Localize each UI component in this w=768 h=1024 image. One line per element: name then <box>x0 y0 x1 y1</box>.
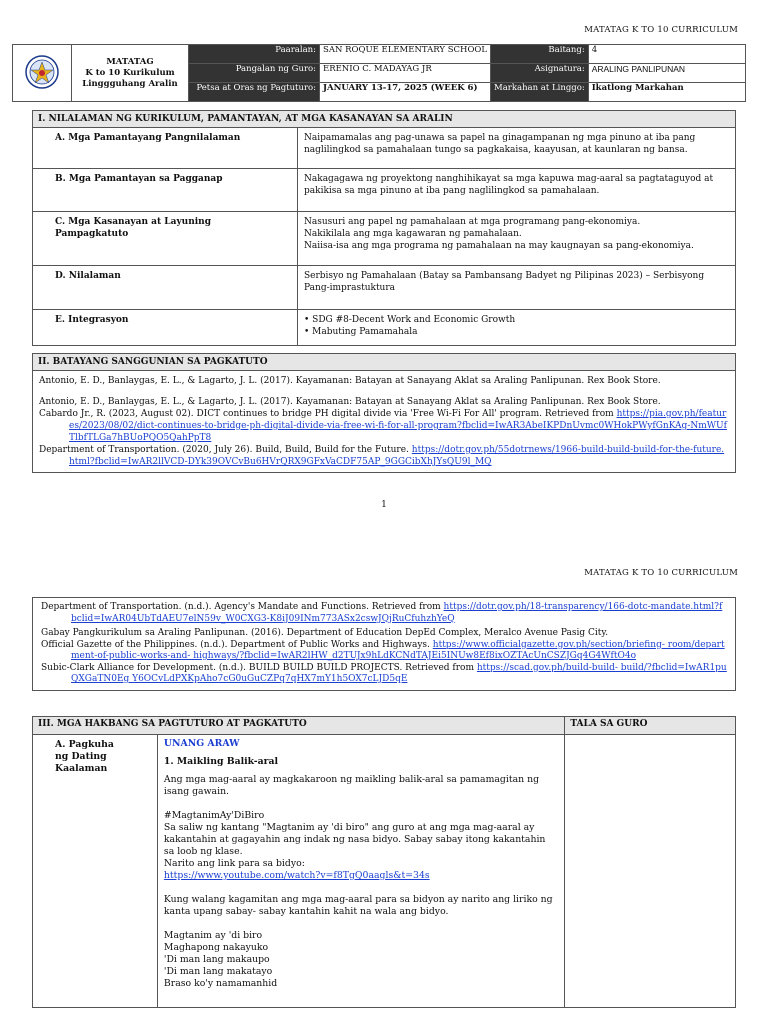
date-label: Petsa at Oras ng Pagtuturo: <box>189 82 320 101</box>
integration-item: • Mabuting Pamamahala <box>304 327 418 337</box>
reference-text: Subic-Clark Alliance for Development. (n.d.). BUILD BUILD BUILD PROJECTS. Retrieved from <box>41 662 475 673</box>
row-label-c-text: C. Mga Kasanayan at Layuning Pampagkatuto <box>55 217 212 239</box>
step-label <box>33 735 158 1008</box>
row-label-c <box>33 212 298 266</box>
lyric-line: Maghapong nakayuko <box>163 942 269 953</box>
curriculum-content-table <box>32 110 736 346</box>
reference-item: Gabay Pangkurikulum sa Araling Panlipunan. (2016). Department of Education DepEd Complex, Meralco Avenue Pasig City. <box>41 628 609 638</box>
step-content <box>157 735 564 1008</box>
section1-title: I. NILALAMAN NG KURIKULUM, PAMANTAYAN, AT MGA KASANAYAN SA ARALIN <box>33 111 736 128</box>
activity-instructions: Sa saliw ng kantang "Magtanim ay 'di biro" ang guro at ang mga mag-aaral ay kakantahin at gagayahin ang indak ng nasa bidyo. Sabay sabay itong kakantahin sa loob ng klase. <box>163 822 546 857</box>
reference-text: Official Gazette of the Philippines. (n.d.). Department of Public Works and Highways. <box>41 639 430 650</box>
reference-item: Antonio, E. D., Banlaygas, E. L., & Lagarto, J. L. (2017). Kayamanan: Batayan at Sanayang Aklat sa Araling Panlipunan. Rex Book Store. <box>39 376 661 386</box>
activity-intro: Ang mga mag-aaral ay magkakaroon ng maikling balik-aral sa pamamagitan ng isang gawain. <box>163 774 540 797</box>
date-value: JANUARY 13-17, 2025 (WEEK 6) <box>320 82 491 101</box>
reference-item <box>41 663 727 686</box>
references-continued-table <box>32 597 736 691</box>
reference-text: Department of Transportation. (n.d.). Agency's Mandate and Functions. Retrieved from <box>41 602 441 612</box>
reference-link[interactable]: https://www.officialgazette.gov.ph/section/briefing- room/department-of-public-works-and- highways/?fbclid=IwAR2lHW_d2TUJx9hLdKCNdTAJEi5INUw8Ef8ixOZTAcUnCSZJGq4G4WftO4o <box>71 639 725 661</box>
section2-title: II. BATAYANG SANGGUNIAN SA PAGKATUTO <box>33 354 736 371</box>
row-value-c <box>298 212 736 266</box>
reference-text: Department of Transportation. (2020, July 26). Build, Build, Build for the Future. <box>39 445 409 455</box>
teacher-notes-cell <box>565 735 736 1008</box>
page-header: MATATAG K TO 10 CURRICULUM <box>584 568 738 578</box>
section3-title: III. MGA HAKBANG SA PAGTUTURO AT PAGKATUTO <box>33 717 565 735</box>
subject-label: Asignatura: <box>491 63 589 82</box>
curriculum-title <box>72 45 189 102</box>
row-label-d: D. Nilalaman <box>33 266 298 310</box>
lyric-line: 'Di man lang makatayo <box>163 966 273 977</box>
objective-line: Naiisa-isa ang mga programa ng pamahalaan na may kaugnayan sa pang-ekonomiya. <box>304 241 694 251</box>
references-continued-list <box>33 598 736 691</box>
grade-label: Baitang: <box>491 45 589 64</box>
activity-title: 1. Maikling Balik-aral <box>163 756 279 767</box>
row-label-e: E. Integrasyon <box>33 310 298 346</box>
video-link[interactable]: https://www.youtube.com/watch?v=f8TgQ0aagls&t=34s <box>163 870 430 881</box>
objective-line: Nakikilala ang mga kagawaran ng pamahalaan. <box>304 229 522 239</box>
reference-item <box>39 444 729 468</box>
reference-text: Cabardo Jr., R. (2023, August 02). DICT continues to bridge PH digital divide via 'Free Wi-Fi For All' program. Retrieved from <box>39 409 614 419</box>
day-label: UNANG ARAW <box>163 738 240 749</box>
teacher-notes-header: TALA SA GURO <box>565 717 736 735</box>
reference-link[interactable]: https://dotr.gov.ph/55dotrnews/1966-build-build-build-for-the-future.html?fbclid=IwAR2llVCD-DYk39OVCvBu6HVrQRX9GFxVaCDF75AP_9GGCibXhJYsQU9l_MQ <box>69 445 725 467</box>
title-line1: MATATAG <box>106 56 154 67</box>
references-table <box>32 353 736 473</box>
lyric-line: 'Di man lang makaupo <box>163 954 270 965</box>
video-link-intro: Narito ang link para sa bidyo: <box>163 858 305 869</box>
lyric-line: Braso ko'y namamanhid <box>163 978 278 989</box>
teacher-value: ERENIO C. MADAYAG JR <box>320 63 491 82</box>
reference-item <box>41 602 727 625</box>
references-list <box>33 371 736 473</box>
lesson-info-table <box>12 44 746 102</box>
objective-line: Nasusuri ang papel ng pamahalaan at mga programang pang-ekonomiya. <box>304 217 641 227</box>
row-label-b: B. Mga Pamantayan sa Pagganap <box>33 169 298 212</box>
grade-value: 4 <box>588 45 745 64</box>
title-line2: K to 10 Kurikulum <box>85 67 175 78</box>
teacher-label: Pangalan ng Guro: <box>189 63 320 82</box>
row-value-a: Naipamamalas ang pag-unawa sa papel na ginagampanan ng mga pinuno at iba pang naglilingkod sa pamahalaan tungo sa pagkakaisa, kaayusan, at kaunlaran ng bansa. <box>298 128 736 169</box>
deped-seal-icon <box>25 55 59 89</box>
school-label: Paaralan: <box>189 45 320 64</box>
row-value-d: Serbisyo ng Pamahalaan (Batay sa Pambansang Badyet ng Pilipinas 2023) – Serbisyong Pang-imprastuktura <box>298 266 736 310</box>
page-header: MATATAG K TO 10 CURRICULUM <box>584 25 738 35</box>
row-value-e <box>298 310 736 346</box>
row-value-b: Nakagagawa ng proyektong nanghihikayat sa mga kapuwa mag-aaral sa pagtataguyod at pakikisa sa mga pinuno at iba pang naglilingkod sa pamahalaan. <box>298 169 736 212</box>
row-label-a: A. Mga Pamantayang Pangnilalaman <box>33 128 298 169</box>
reference-item <box>39 408 729 444</box>
integration-item: • SDG #8-Decent Work and Economic Growth <box>304 315 516 325</box>
reference-item: Antonio, E. D., Banlaygas, E. L., & Lagarto, J. L. (2017). Kayamanan: Batayan at Sanayang Aklat sa Araling Panlipunan. Rex Book Store. <box>39 397 661 407</box>
quarter-label: Markahan at Linggo: <box>491 82 589 101</box>
reference-link[interactable]: https://pia.gov.ph/features/2023/08/02/dict-continues-to-bridge-ph-digital-divide-via-free-wi-fi-for-all-program?fbclid=IwAR3AbeIKPDnUvmc0WHokPWyfGnKAg-NmWUfTlbfTLGa7hBUoPQO5QahPpT8 <box>69 409 727 443</box>
page-number: 1 <box>381 500 387 510</box>
reference-link[interactable]: https://scad.gov.ph/build-build- build/?fbclid=IwAR1puQXGaTN0Eg Y6OCvLdPXKpAho7cG0uGuCZPq7qHX7mY1h5OX7cLJD5qE <box>71 662 727 684</box>
school-value: SAN ROQUE ELEMENTARY SCHOOL <box>320 45 491 64</box>
quarter-value: Ikatlong Markahan <box>588 82 745 101</box>
activity-hashtag: #MagtanimAy'DiBiro <box>163 810 265 821</box>
reference-item <box>41 640 727 663</box>
song-lyrics <box>164 930 558 990</box>
lyrics-intro: Kung walang kagamitan ang mga mag-aaral para sa bidyon ay narito ang liriko ng kanta upang sabay- sabay kantahin kahit na wala ang bidyo. <box>163 894 553 917</box>
teaching-steps-table <box>32 716 736 1008</box>
step-label-text: A. Pagkuha ng Dating Kaalaman <box>55 739 114 774</box>
subject-value: ARALING PANLIPUNAN <box>588 63 745 82</box>
lyric-line: Magtanim ay 'di biro <box>163 930 263 941</box>
deped-seal <box>13 45 72 102</box>
reference-link[interactable]: https://dotr.gov.ph/18-transparency/166-dotc-mandate.html?fbclid=IwAR04UbTdAEU7elN59v_W0CXG3-K8iJ09INm773ASx2cswJQjRuCfuhzhYeQ <box>71 602 723 624</box>
title-line3: Linggguhang Aralin <box>82 78 178 89</box>
